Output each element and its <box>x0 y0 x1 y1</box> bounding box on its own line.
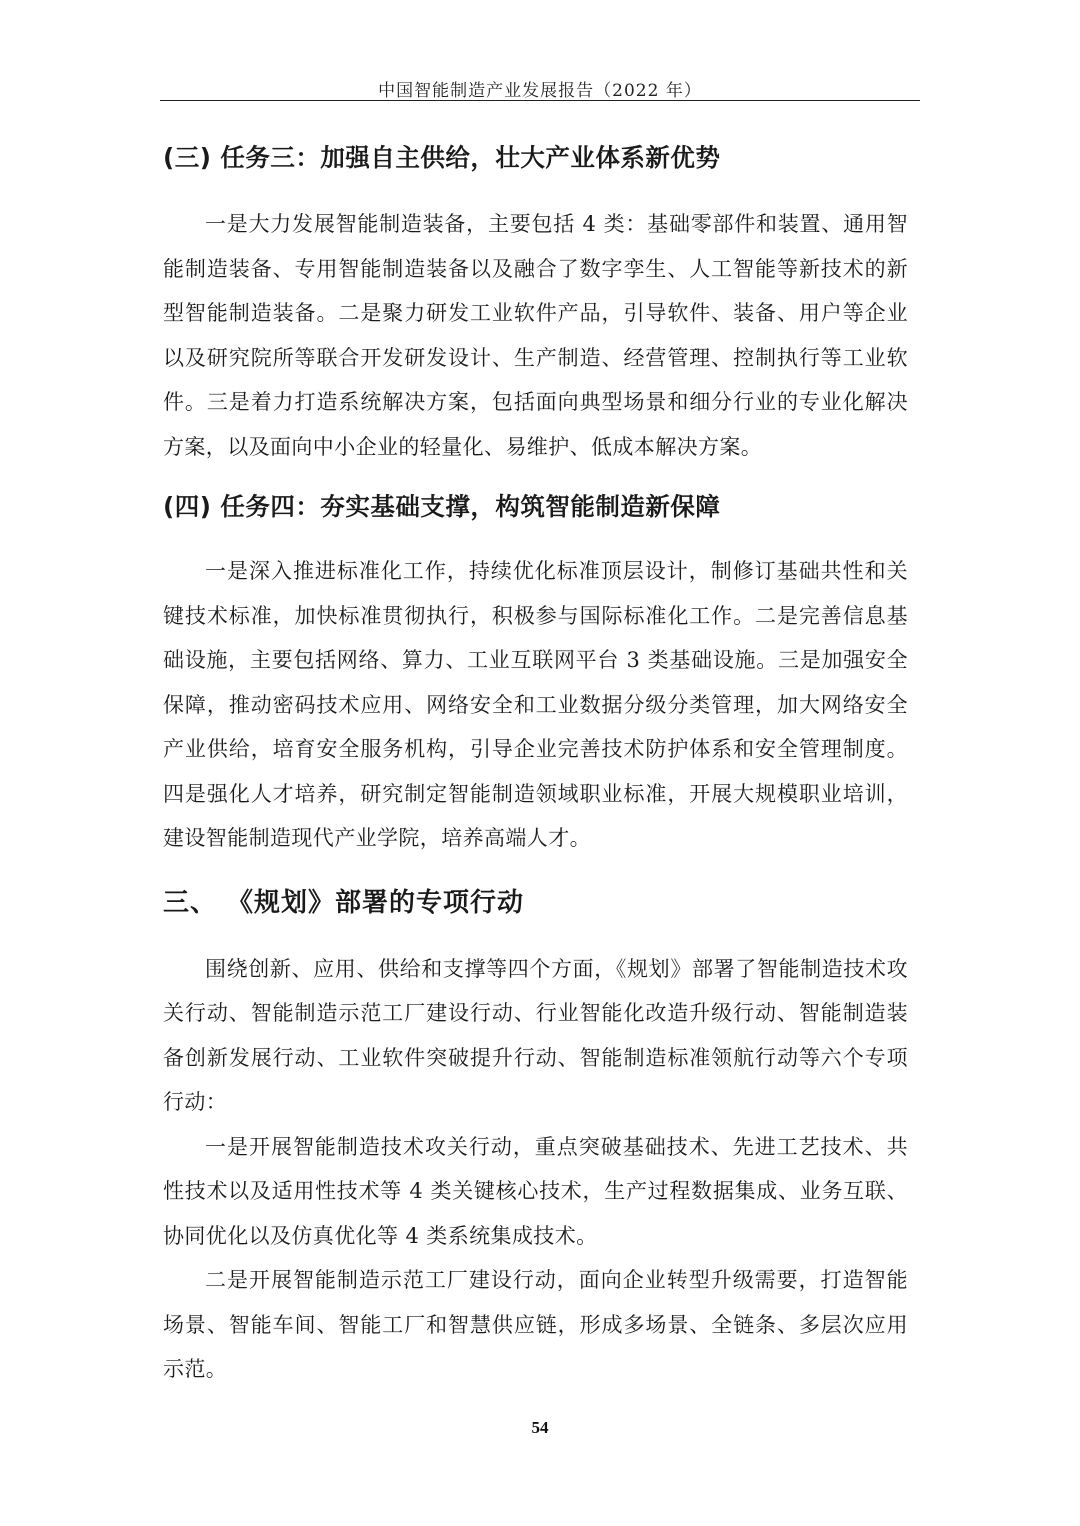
page-number: 54 <box>531 1418 549 1437</box>
paragraph-action-2: 二是开展智能制造示范工厂建设行动，面向企业转型升级需要，打造智能场景、智能车间、智能工厂和智慧供应链，形成多场景、全链条、多层次应用示范。 <box>163 1268 908 1381</box>
paragraph-task4: 一是深入推进标准化工作，持续优化标准顶层设计，制修订基础共性和关键技术标准，加快标准贯彻执行，积极参与国际标准化工作。二是完善信息基础设施，主要包括网络、算力、工业互联网平台 3 类基础设施。三是加强安全保障，推动密码技术应用、网络安全和工业数据分级分类管理，加大网络安全产业供给，培育安全服务机构，引导企业完善技术防护体系和安全管理制度。四是强化人才培养，研究制定智能制造领域职业标准，开展大规模职业培训，建设智能制造现代产业学院，培养高端人才。 <box>163 559 908 850</box>
page-content <box>163 138 908 1392</box>
running-header: 中国智能制造产业发展报告（2022 年） <box>378 81 702 101</box>
chapter-heading-special-actions: 三、 《规划》部署的专项行动 <box>163 887 525 918</box>
header-rule <box>160 100 920 101</box>
paragraph-special-actions-intro: 围绕创新、应用、供给和支撑等四个方面，《规划》部署了智能制造技术攻关行动、智能制造示范工厂建设行动、行业智能化改造升级行动、智能制造装备创新发展行动、工业软件突破提升行动、智能制造标准领航行动等六个专项行动： <box>163 956 908 1114</box>
section-heading-task3: (三) 任务三：加强自主供给，壮大产业体系新优势 <box>163 143 721 172</box>
section-heading-task4: (四) 任务四：夯实基础支撑，构筑智能制造新保障 <box>163 492 721 521</box>
paragraph-action-1: 一是开展智能制造技术攻关行动，重点突破基础技术、先进工艺技术、共性技术以及适用性技术等 4 类关键核心技术，生产过程数据集成、业务互联、协同优化以及仿真优化等 4 类系统集成技术。 <box>163 1134 908 1248</box>
paragraph-task3: 一是大力发展智能制造装备，主要包括 4 类：基础零部件和装置、通用智能制造装备、专用智能制造装备以及融合了数字孪生、人工智能等新技术的新型智能制造装备。二是聚力研发工业软件产品，引导软件、装备、用户等企业以及研究院所等联合开发研发设计、生产制造、经营管理、控制执行等工业软件。三是着力打造系统解决方案，包括面向典型场景和细分行业的专业化解决方案，以及面向中小企业的轻量化、易维护、低成本解决方案。 <box>163 212 908 459</box>
